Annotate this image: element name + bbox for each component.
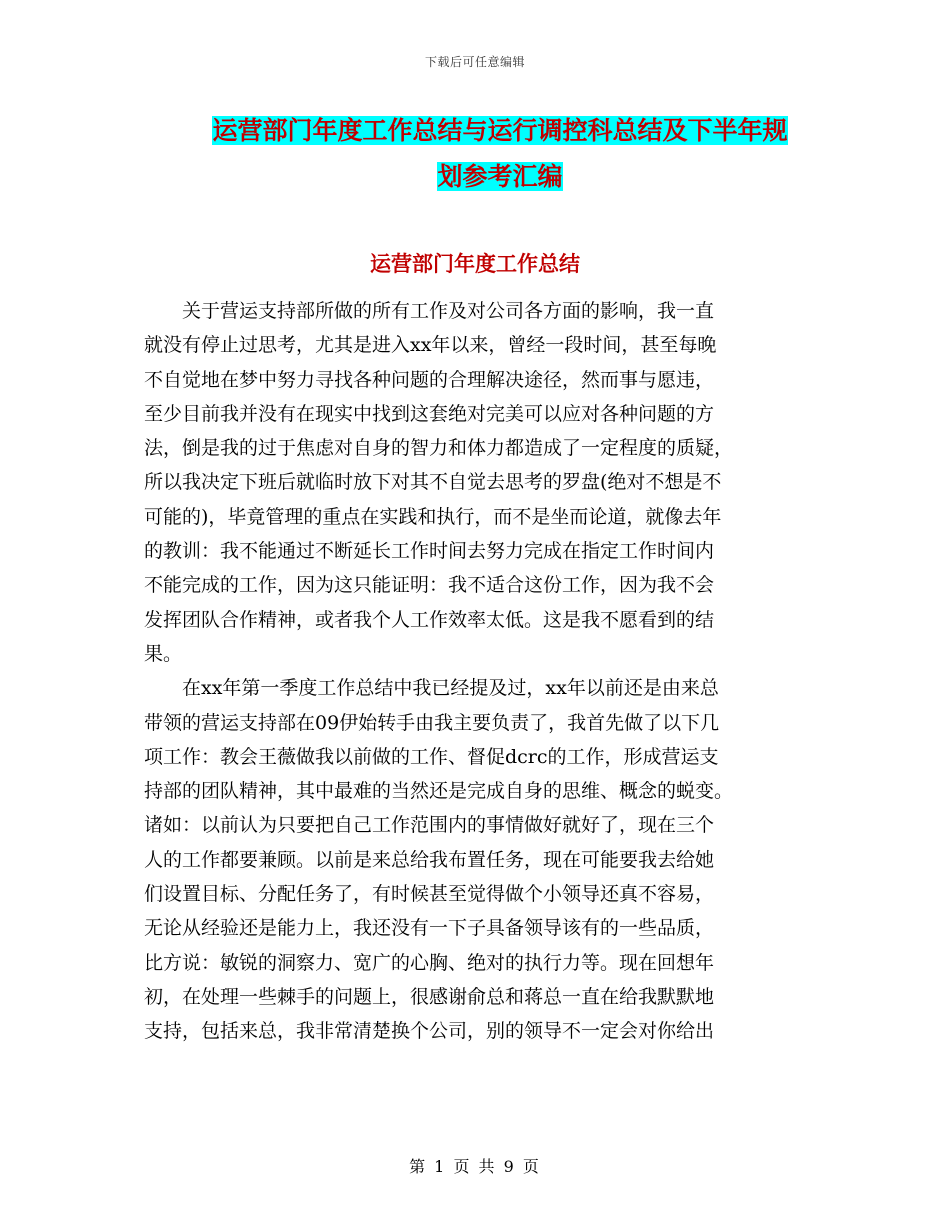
body-line: 发挥团队合作精神，或者我个人工作效率太低。这是我不愿看到的结 — [144, 608, 715, 631]
document-title-line-2: 划参考汇编 — [437, 162, 563, 191]
body-line: 就没有停止过思考，尤其是进入xx年以来，曾经一段时间，甚至每晚 — [144, 334, 717, 357]
body-line: 无论从经验还是能力上，我还没有一下子具备领导该有的一些品质， — [144, 917, 715, 940]
body-line: 至少目前我并没有在现实中找到这套绝对完美可以应对各种问题的方 — [144, 402, 715, 425]
body-line: 法，倒是我的过于焦虑对自身的智力和体力都造成了一定程度的质疑， — [144, 437, 734, 460]
body-line: 不自觉地在梦中努力寻找各种问题的合理解决途径，然而事与愿违， — [144, 368, 715, 391]
body-line: 人的工作都要兼顾。以前是来总给我布置任务，现在可能要我去给她 — [144, 848, 715, 871]
body-line: 支持，包括来总，我非常清楚换个公司，别的领导不一定会对你给出 — [144, 1020, 715, 1043]
body-line: 所以我决定下班后就临时放下对其不自觉去思考的罗盘(绝对不想是不 — [144, 471, 722, 494]
body-line: 带领的营运支持部在09伊始转手由我主要负责了，我首先做了以下几 — [144, 711, 720, 734]
document-title — [100, 108, 900, 200]
body-line: 在xx年第一季度工作总结中我已经提及过，xx年以前还是由来总 — [144, 677, 719, 700]
body-line: 们设置目标、分配任务了，有时候甚至觉得做个小领导还真不容易， — [144, 883, 715, 906]
body-line: 诸如：以前认为只要把自己工作范围内的事情做好就好了，现在三个 — [144, 814, 715, 837]
body-line: 的教训：我不能通过不断延长工作时间去努力完成在指定工作时间内 — [144, 540, 715, 563]
body-line: 持部的团队精神，其中最难的当然还是完成自身的思维、概念的蜕变。 — [144, 780, 734, 803]
body-line: 可能的)，毕竟管理的重点在实践和执行，而不是坐而论道，就像去年 — [144, 505, 722, 528]
header-note: 下载后可任意编辑 — [424, 55, 525, 69]
body-line: 关于营运支持部所做的所有工作及对公司各方面的影响，我一直 — [144, 300, 715, 322]
body-text — [144, 294, 804, 1049]
body-line: 不能完成的工作，因为这只能证明：我不适合这份工作，因为我不会 — [144, 574, 715, 597]
section-title: 运营部门年度工作总结 — [370, 252, 580, 276]
document-title-line-1: 运营部门年度工作总结与运行调控科总结及下半年规 — [212, 116, 788, 145]
body-line: 比方说：敏锐的洞察力、宽广的心胸、绝对的执行力等。现在回想年 — [144, 951, 715, 974]
body-line: 初，在处理一些棘手的问题上，很感谢俞总和蒋总一直在给我默默地 — [144, 985, 715, 1008]
page-number-footer: 第 1 页 共 9 页 — [409, 1157, 541, 1176]
body-line: 果。 — [144, 642, 183, 665]
body-line: 项工作：教会王薇做我以前做的工作、督促dcrc的工作，形成营运支 — [144, 745, 719, 768]
